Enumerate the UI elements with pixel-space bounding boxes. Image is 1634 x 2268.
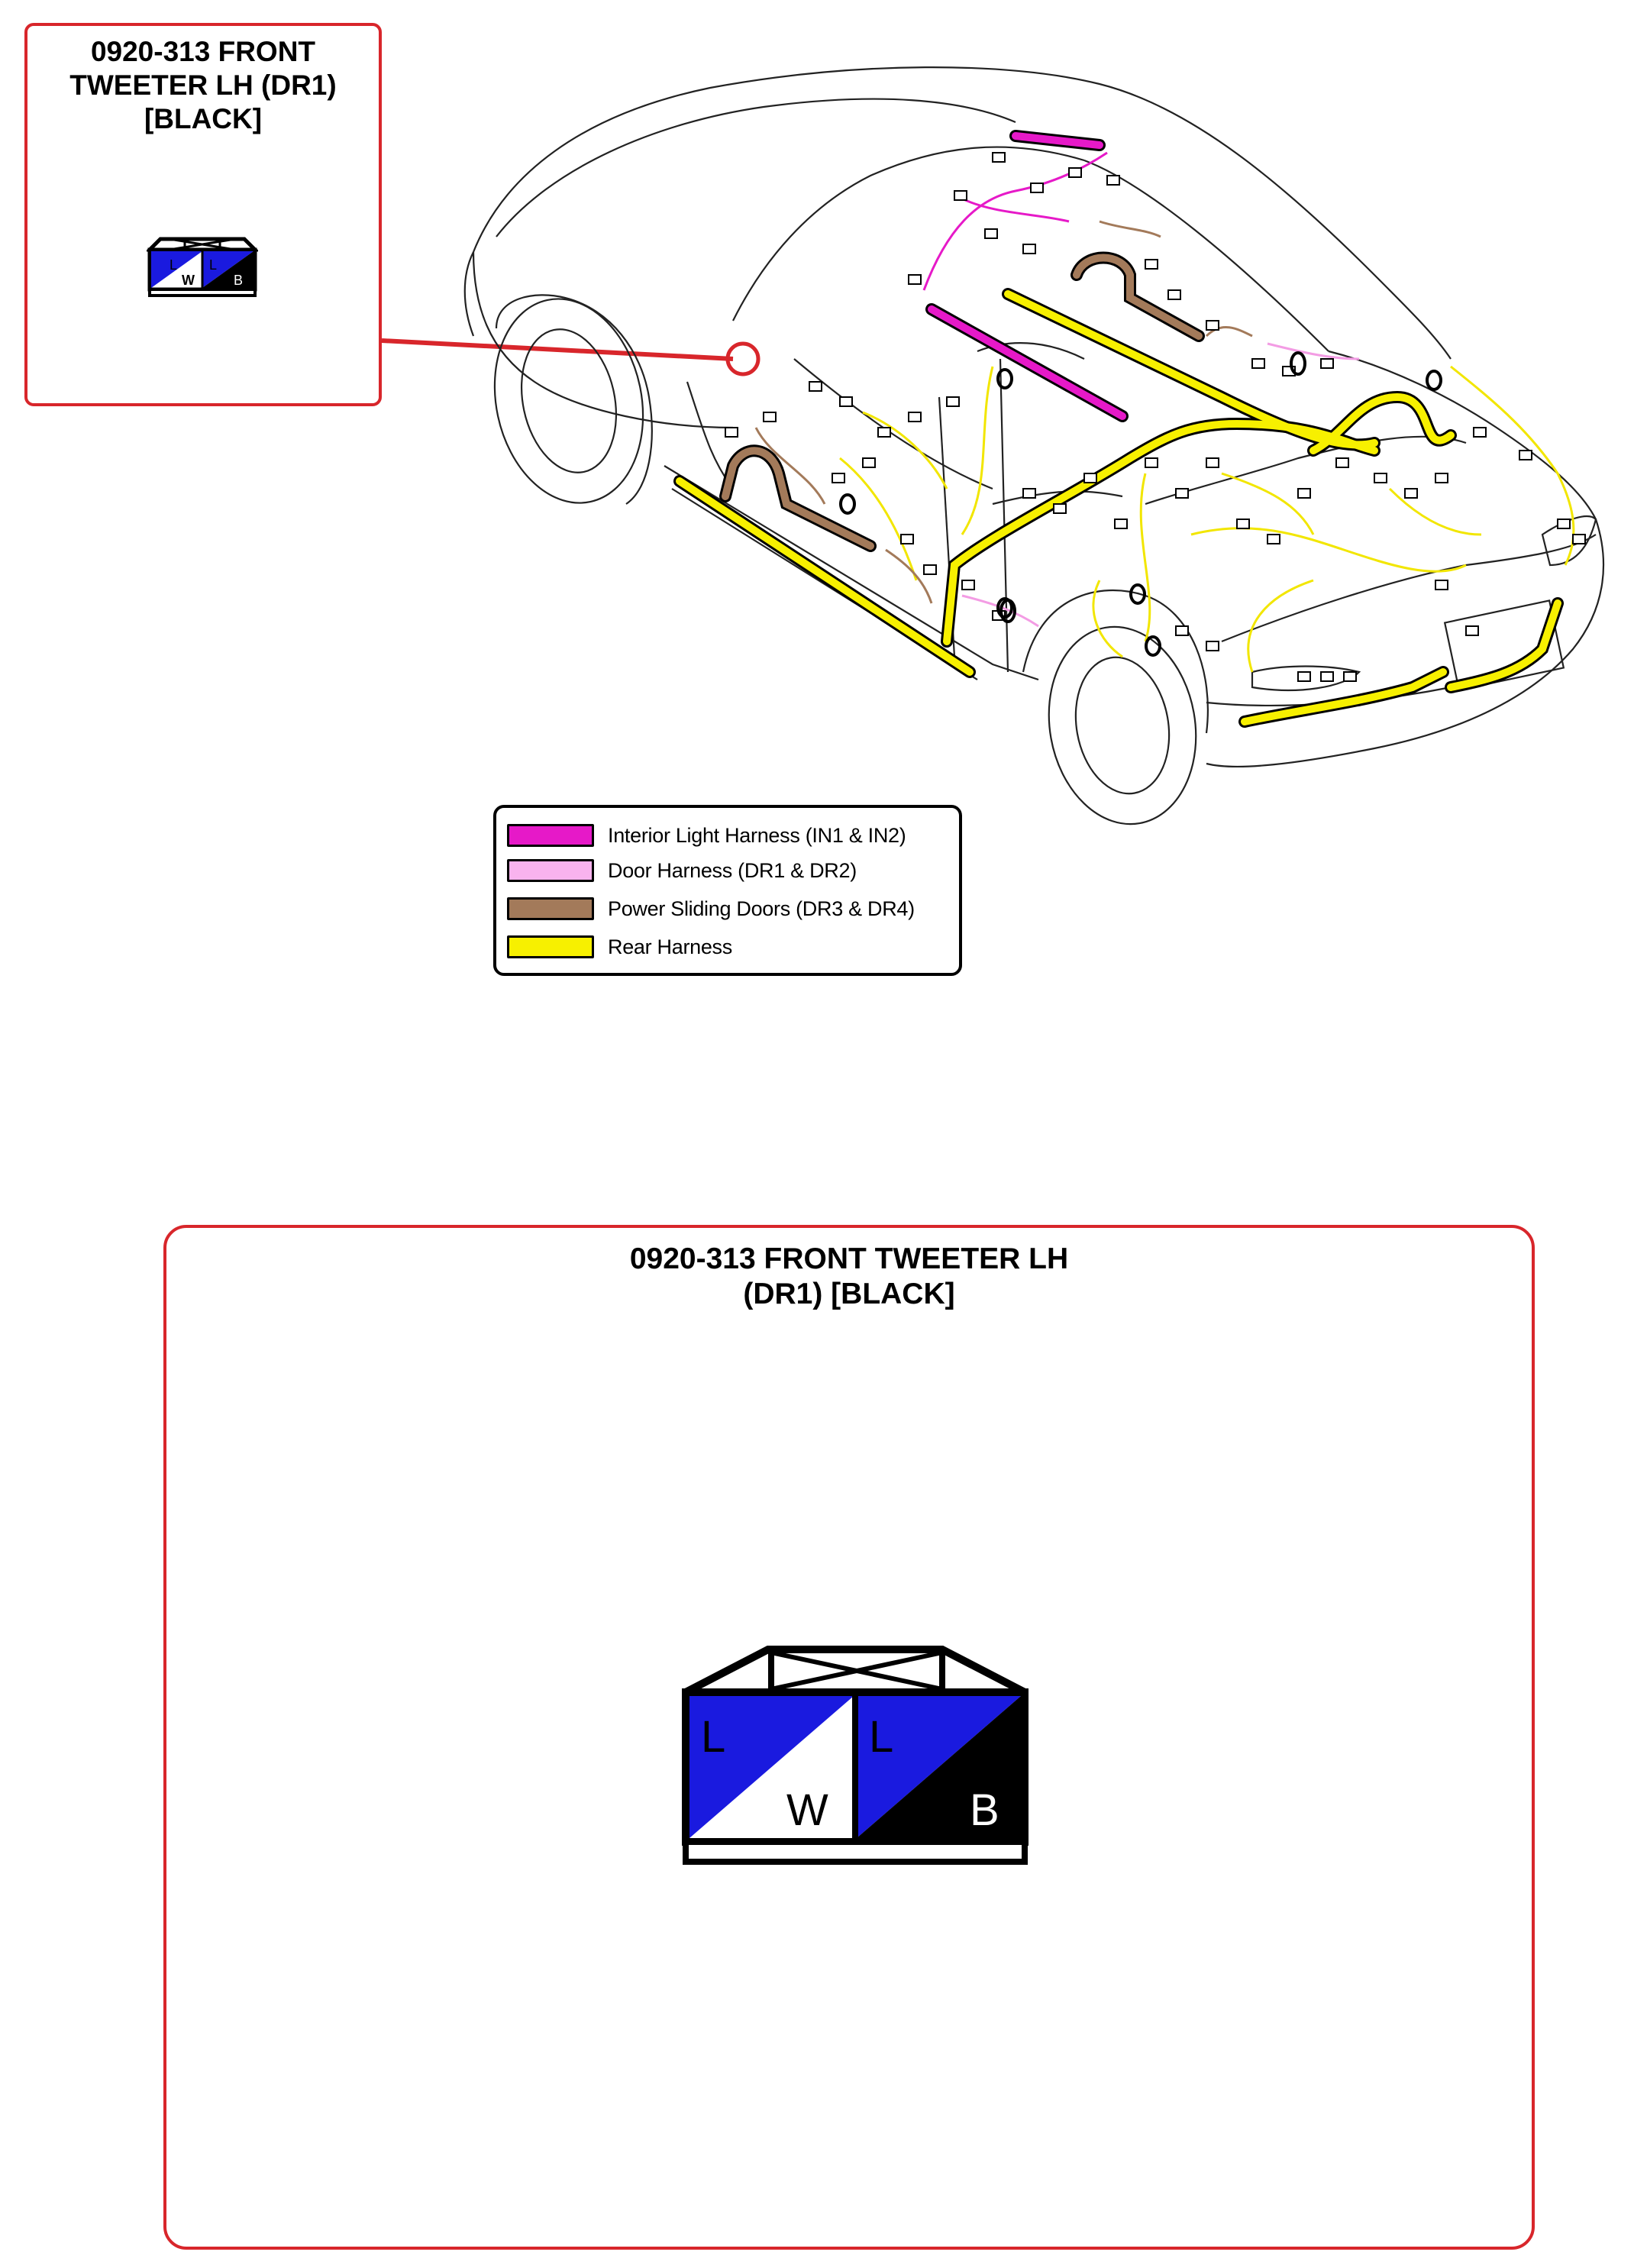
- legend-label: Rear Harness: [608, 935, 732, 958]
- legend-item-rear: [507, 932, 732, 962]
- pin-2-top-letter: L: [869, 1712, 894, 1762]
- mini-pin1-bottom-letter: W: [182, 273, 195, 288]
- legend-swatch-door: [507, 859, 594, 882]
- callout-title-line-3: [BLACK]: [144, 103, 263, 134]
- harness-legend: [493, 805, 962, 976]
- legend-item-door: [507, 855, 857, 886]
- mini-pin2-bottom-letter: B: [234, 273, 244, 288]
- pin-2-bottom-letter: B: [970, 1785, 999, 1835]
- connector-detail-box: [163, 1225, 1535, 2250]
- mini-pin1-top-letter: L: [170, 257, 178, 273]
- legend-swatch-interior-light: [507, 824, 594, 847]
- connector-face-diagram: [680, 1645, 1031, 1866]
- door-harness: [962, 344, 1359, 626]
- legend-item-sliding-door: [507, 893, 915, 924]
- legend-label: Door Harness (DR1 & DR2): [608, 858, 857, 882]
- legend-item-interior-light: [507, 820, 906, 851]
- pin-1-top-letter: L: [701, 1712, 726, 1762]
- interior-light-harness: [932, 136, 1122, 416]
- legend-swatch-sliding-door: [507, 897, 594, 920]
- callout-title-line-1: 0920-313 FRONT: [90, 36, 316, 67]
- legend-label: Power Sliding Doors (DR3 & DR4): [608, 897, 915, 920]
- callout-title-line-2: TWEETER LH (DR1): [69, 69, 337, 101]
- legend-swatch-rear: [507, 935, 594, 958]
- legend-label: Interior Light Harness (IN1 & IN2): [608, 823, 906, 847]
- pin-1-bottom-letter: W: [786, 1785, 828, 1835]
- callout-leader-line: [382, 341, 733, 359]
- mini-pin2-top-letter: L: [209, 257, 218, 273]
- detail-title-line-1: 0920-313 FRONT TWEETER LH: [629, 1242, 1069, 1275]
- detail-title-line-2: (DR1) [BLACK]: [743, 1278, 955, 1310]
- detail-title: [166, 1242, 1532, 1312]
